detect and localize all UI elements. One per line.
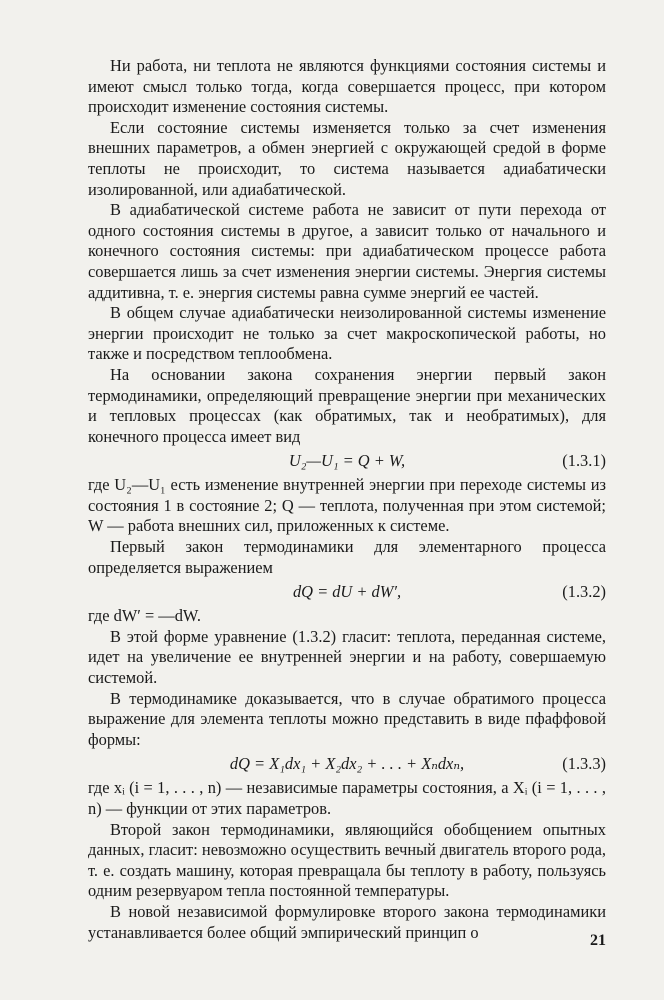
page-number: 21	[590, 932, 606, 949]
paragraph: В термодинамике доказывается, что в случае обратимого процесса выражение для элемента теплоты можно представить в виде пфаффовой формы:	[88, 688, 606, 749]
equation-number: (1.3.1)	[562, 451, 606, 471]
equation-1-3-1	[88, 447, 606, 475]
equation-number: (1.3.3)	[562, 754, 606, 774]
paragraph: где xᵢ (i = 1, . . . , n) — независимые параметры состояния, а Xᵢ (i = 1, . . . , n) — функции от этих параметров.	[88, 778, 606, 818]
equation-formula: dQ = X₁dx₁ + X₂dx₂ + . . . + Xₙdxₙ,	[229, 754, 465, 774]
paragraph: На основании закона сохранения энергии первый закон термодинамики, определяющий превращение энергии при механических и тепловых процессах (как обратимых, так и необратимых), для конечного процесса имеет вид	[88, 364, 606, 446]
paragraph: Если состояние системы изменяется только за счет изменения внешних параметров, а обмен энергией с окружающей средой в форме теплоты не происходит, то система называется адиабатически изолированной, или адиабатической.	[88, 117, 606, 199]
equation-1-3-3	[88, 750, 606, 778]
equation-number: (1.3.2)	[562, 582, 606, 602]
paragraph: В новой независимой формулировке второго закона термодинамики устанавливается более общий эмпирический принцип о	[88, 901, 606, 942]
equation-formula: U₂—U₁ = Q + W,	[288, 451, 406, 471]
paragraph: В адиабатической системе работа не зависит от пути перехода от одного состояния системы в другое, а зависит только от начального и конечного состояния системы: при адиабатическом процессе работа совершается лишь за счет изменения энергии системы. Энергия системы аддитивна, т. е. энергия системы равна сумме энергий ее частей.	[88, 200, 606, 302]
paragraph: где U₂—U₁ есть изменение внутренней энергии при переходе системы из состояния 1 в состояние 2; Q — теплота, полученная при этом системой; W — работа внешних сил, приложенных к системе.	[88, 475, 606, 536]
text-column	[88, 52, 606, 943]
paragraph: где dW′ = —dW.	[88, 606, 201, 626]
paragraph: В общем случае адиабатически неизолированной системы изменение энергии происходит не только за счет макроскопической работы, но также и посредством теплообмена.	[88, 303, 606, 364]
equation-formula: dQ = dU + dW′,	[292, 582, 402, 602]
paragraph: Ни работа, ни теплота не являются функциями состояния системы и имеют смысл только тогда, когда совершается процесс, при котором происходит изменение состояния системы.	[88, 56, 606, 117]
paragraph: В этой форме уравнение (1.3.2) гласит: теплота, переданная системе, идет на увеличение ее внутренней энергии и на работу, совершаемую системой.	[88, 626, 606, 688]
paragraph: Второй закон термодинамики, являющийся обобщением опытных данных, гласит: невозможно осуществить вечный двигатель второго рода, т. е. создать машину, которая превращала бы теплоту в работу, пользуясь одним резервуаром тепла постоянной температуры.	[88, 819, 606, 901]
equation-1-3-2	[88, 578, 606, 606]
paragraph: Первый закон термодинамики для элементарного процесса определяется выражением	[88, 537, 606, 577]
